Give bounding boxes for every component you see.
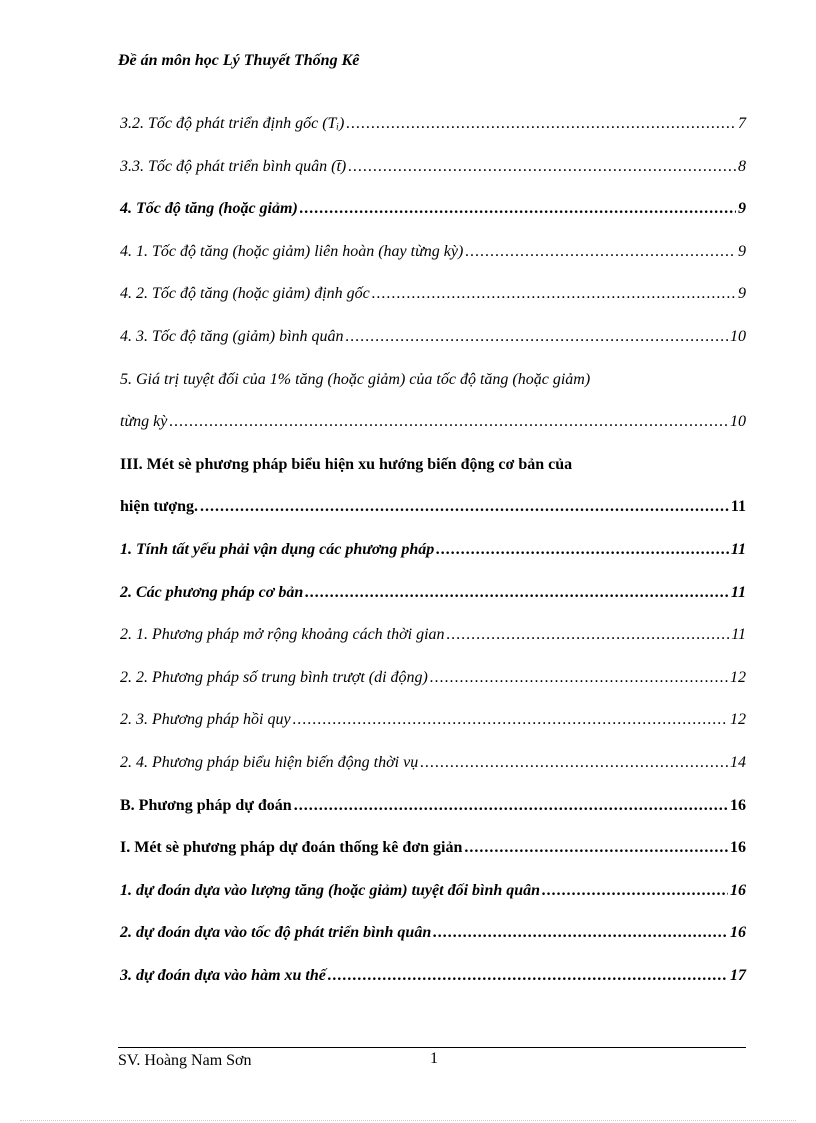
toc-leader-dots [420, 749, 728, 777]
toc-leader-dots [447, 621, 730, 649]
toc-entry-2-4[interactable] [120, 749, 746, 792]
toc-leader-dots [433, 919, 728, 947]
toc-entry-title: B. Phương pháp dự đoán [120, 796, 292, 814]
toc-leader-dots [169, 408, 728, 436]
toc-leader-dots [464, 834, 728, 862]
toc-page-number: 10 [730, 327, 746, 345]
toc-entry-3-2[interactable] [120, 110, 746, 153]
toc-leader-dots [542, 877, 728, 905]
toc-page-number: 9 [738, 200, 746, 218]
toc-entry-title: 3.2. Tốc độ phát triển định gốc (Tᵢ) [120, 115, 345, 132]
toc-entry-title: 1. dự đoán dựa vào lượng tăng (hoặc giảm) tuyệt đối bình quân [120, 881, 541, 899]
toc-entry-title: 4. Tốc độ tăng (hoặc giảm) [120, 200, 298, 218]
footer-divider [118, 1047, 746, 1048]
toc-entry-2-1[interactable] [120, 621, 746, 664]
document-header: Đề án môn học Lý Thuyết Thống Kê [118, 52, 360, 69]
toc-entry-I[interactable] [120, 834, 746, 877]
toc-entry-4[interactable] [120, 195, 746, 238]
toc-leader-dots [293, 706, 728, 734]
toc-entry-title: hiện tượng. [120, 498, 199, 516]
footer-page-number: 1 [430, 1050, 438, 1067]
toc-page-number: 11 [730, 583, 746, 601]
toc-page-number: 16 [730, 924, 746, 942]
toc-entry-title: 4. 3. Tốc độ tăng (giảm) bình quân [120, 327, 344, 345]
toc-leader-dots [305, 579, 729, 607]
toc-page-number: 16 [730, 881, 746, 899]
toc-page-number: 7 [738, 115, 746, 132]
toc-leader-dots [346, 110, 736, 138]
toc-entry-title: 2. Các phương pháp cơ bản [120, 583, 304, 601]
toc-entry-5[interactable] [120, 408, 746, 451]
toc-entry-2-2[interactable] [120, 664, 746, 707]
toc-leader-dots [372, 280, 736, 308]
toc-page-number: 12 [730, 668, 746, 686]
toc-page-number: 16 [730, 839, 746, 857]
toc-entry-title: 3. dự đoán dựa vào hàm xu thế [120, 966, 326, 984]
toc-leader-dots [200, 493, 729, 521]
footer-author: SV. Hoàng Nam Sơn [118, 1052, 252, 1069]
page-bottom-edge [20, 1120, 796, 1121]
toc-entry-4-2[interactable] [120, 280, 746, 323]
table-of-contents [120, 110, 746, 1004]
toc-entry-title: 4. 2. Tốc độ tăng (hoặc giảm) định gốc [120, 285, 370, 303]
toc-entry-title: 2. 2. Phương pháp số trung bình trượt (di động) [120, 668, 428, 686]
toc-entry-B-3[interactable] [120, 962, 746, 1005]
toc-entry-3-3[interactable] [120, 153, 746, 196]
toc-entry-III[interactable] [120, 493, 746, 536]
toc-page-number: 9 [738, 242, 746, 260]
toc-entry-title: 2. 3. Phương pháp hồi quy [120, 711, 291, 729]
toc-page-number: 17 [730, 966, 746, 984]
toc-entry-title: 3.3. Tốc độ phát triển bình quân (t̄) [120, 157, 347, 175]
toc-entry-title: 1. Tính tất yếu phải vận dụng các phương pháp [120, 540, 435, 558]
toc-entry-2[interactable] [120, 579, 746, 622]
toc-entry-title: 2. dự đoán dựa vào tốc độ phát triển bình quân [120, 924, 432, 942]
toc-page-number: 9 [738, 285, 746, 303]
toc-leader-dots [465, 238, 736, 266]
toc-entry-B-1[interactable] [120, 877, 746, 920]
toc-entry-5-line1[interactable]: 5. Giá trị tuyệt đối của 1% tăng (hoặc giảm) của tốc độ tăng (hoặc giảm) [120, 370, 591, 388]
toc-entry-2-3[interactable] [120, 706, 746, 749]
toc-entry-title: 2. 1. Phương pháp mở rộng khoảng cách thời gian [120, 626, 445, 644]
toc-page-number: 12 [730, 711, 746, 729]
toc-entry-1[interactable] [120, 536, 746, 579]
toc-page-number: 11 [731, 626, 746, 644]
toc-page-number: 10 [730, 413, 746, 431]
toc-page-number: 14 [730, 753, 746, 771]
toc-entry-III-line1[interactable]: III. Mét sè phương pháp biểu hiện xu hướng biến động cơ bản của [120, 455, 573, 473]
toc-page-number: 11 [730, 498, 746, 516]
toc-leader-dots [436, 536, 729, 564]
toc-entry-B[interactable] [120, 792, 746, 835]
toc-leader-dots [348, 153, 736, 181]
toc-entry-4-3[interactable] [120, 323, 746, 366]
toc-leader-dots [300, 195, 736, 223]
toc-leader-dots [346, 323, 728, 351]
toc-entry-B-2[interactable] [120, 919, 746, 962]
toc-entry-4-1[interactable] [120, 238, 746, 281]
toc-page-number: 8 [738, 157, 746, 175]
toc-entry-title: 2. 4. Phương pháp biểu hiện biến động thời vụ [120, 753, 419, 771]
toc-entry-title: từng kỳ [120, 413, 168, 431]
toc-entry-title: 4. 1. Tốc độ tăng (hoặc giảm) liên hoàn (hay từng kỳ) [120, 242, 464, 260]
toc-leader-dots [328, 962, 728, 990]
toc-leader-dots [294, 792, 728, 820]
toc-page-number: 16 [730, 796, 746, 814]
toc-leader-dots [430, 664, 728, 692]
toc-entry-title: I. Mét sè phương pháp dự đoán thống kê đơn giản [120, 839, 463, 857]
toc-page-number: 11 [730, 540, 746, 558]
